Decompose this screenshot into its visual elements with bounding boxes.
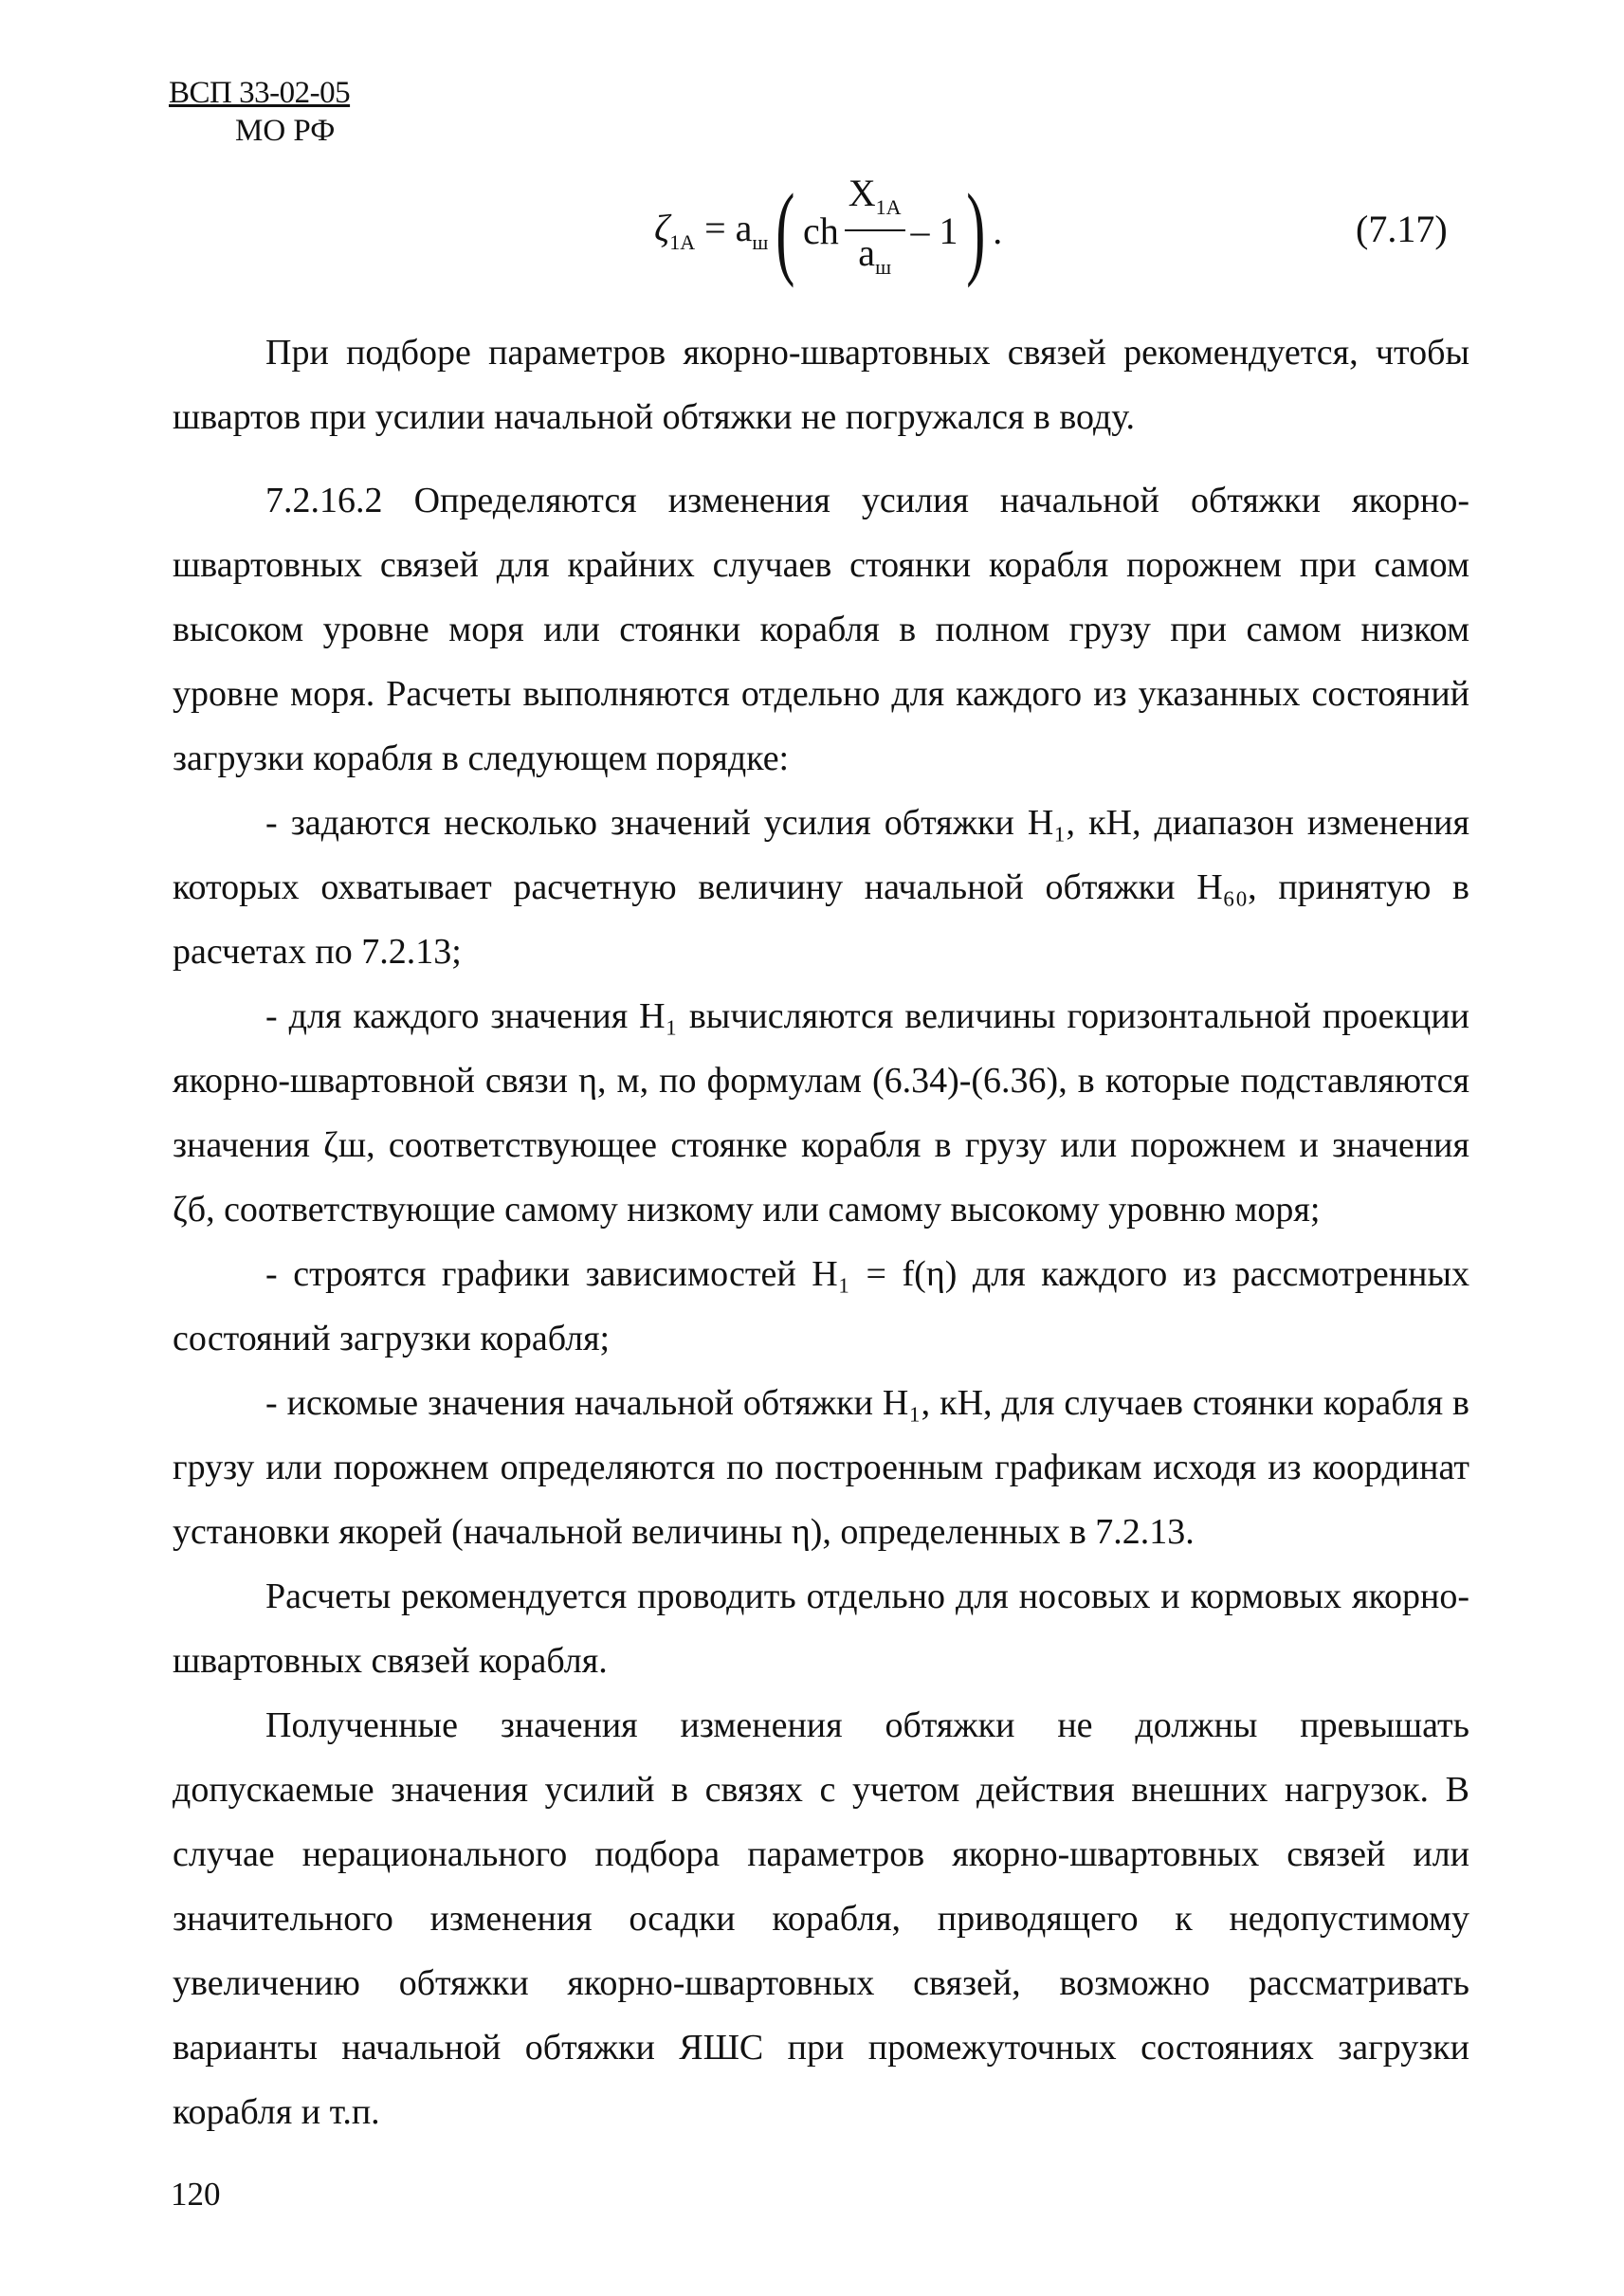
page-header bbox=[169, 74, 350, 150]
fraction-numerator: $X_{1A}$ bbox=[845, 172, 905, 231]
page-number: 120 bbox=[171, 2176, 221, 2213]
paragraph: Полученные значения изменения обтяжки не должны превышать допускаемые значения усилий в связях с учетом действия внешних нагрузок. В случае нерационального подбора параметров якорно-швартовных связей или значительного изменения осадки корабля, приводящего к недопустимому увеличению обтяжки якорно-швартовных связей, возможно рассматривать варианты начальной обтяжки ЯШС при промежуточных состояниях загрузки корабля и т.п. bbox=[173, 1705, 1469, 2132]
paragraph: - для каждого значения H₁ вычисляются величины горизонтальной проекции якорно-швартовной связи η, м, по формулам (6.34)-(6.36), в которые подставляются значения ζш, соответствующее стоянке корабля в грузу или порожнем и значения ζб, соответствующие самому низкому или самому высокому уровню моря; bbox=[173, 996, 1469, 1230]
formula-minus-one: – 1 bbox=[910, 209, 958, 252]
paragraph: - строятся графики зависимостей H₁ = f(η) для каждого из рассмотренных состояний загрузки корабля; bbox=[173, 1254, 1469, 1358]
formula-number: (7.17) bbox=[1356, 208, 1448, 250]
formula-7-17 bbox=[654, 169, 1448, 292]
formula-lhs: $\zeta_{1A}$ bbox=[654, 207, 696, 254]
formula-fraction bbox=[845, 172, 905, 289]
organization: МО РФ bbox=[235, 114, 336, 148]
paragraph: - задаются несколько значений усилия обтяжки H₁, кН, диапазон изменения которых охватывает расчетную величину начальной обтяжки H₆₀, принятую в расчетах по 7.2.13; bbox=[173, 803, 1469, 972]
formula-tail: . bbox=[993, 209, 1003, 252]
document-code: ВСП 33-02-05 bbox=[169, 76, 351, 110]
paragraph: Расчеты рекомендуется проводить отдельно для носовых и кормовых якорно-швартовных связей корабля. bbox=[173, 1576, 1469, 1681]
paragraph: - искомые значения начальной обтяжки H₁, кН, для случаев стоянки корабля в грузу или порожнем определяются по построенным графикам исходя из координат установки якорей (начальной величины η), определенных в 7.2.13. bbox=[173, 1383, 1469, 1552]
fraction-denominator: $a_ш$ bbox=[858, 231, 892, 279]
formula-ch: ch bbox=[803, 209, 839, 252]
body-text bbox=[173, 320, 1469, 2144]
paragraph: 7.2.16.2 Определяются изменения усилия начальной обтяжки якорно-швартовных связей для крайних случаев стоянки корабля порожнем при самом высоком уровне моря или стоянки корабля в полном грузу при самом низком уровне моря. Расчеты выполняются отдельно для каждого из указанных состояний загрузки корабля в следующем порядке: bbox=[173, 481, 1469, 778]
left-paren: ( bbox=[776, 173, 795, 288]
paragraph: При подборе параметров якорно-швартовных связей рекомендуется, чтобы швартов при усилии начальной обтяжки не погружался в воду. bbox=[173, 333, 1469, 437]
right-paren: ) bbox=[965, 173, 985, 288]
formula-eq: = $a_ш$ bbox=[704, 207, 769, 254]
